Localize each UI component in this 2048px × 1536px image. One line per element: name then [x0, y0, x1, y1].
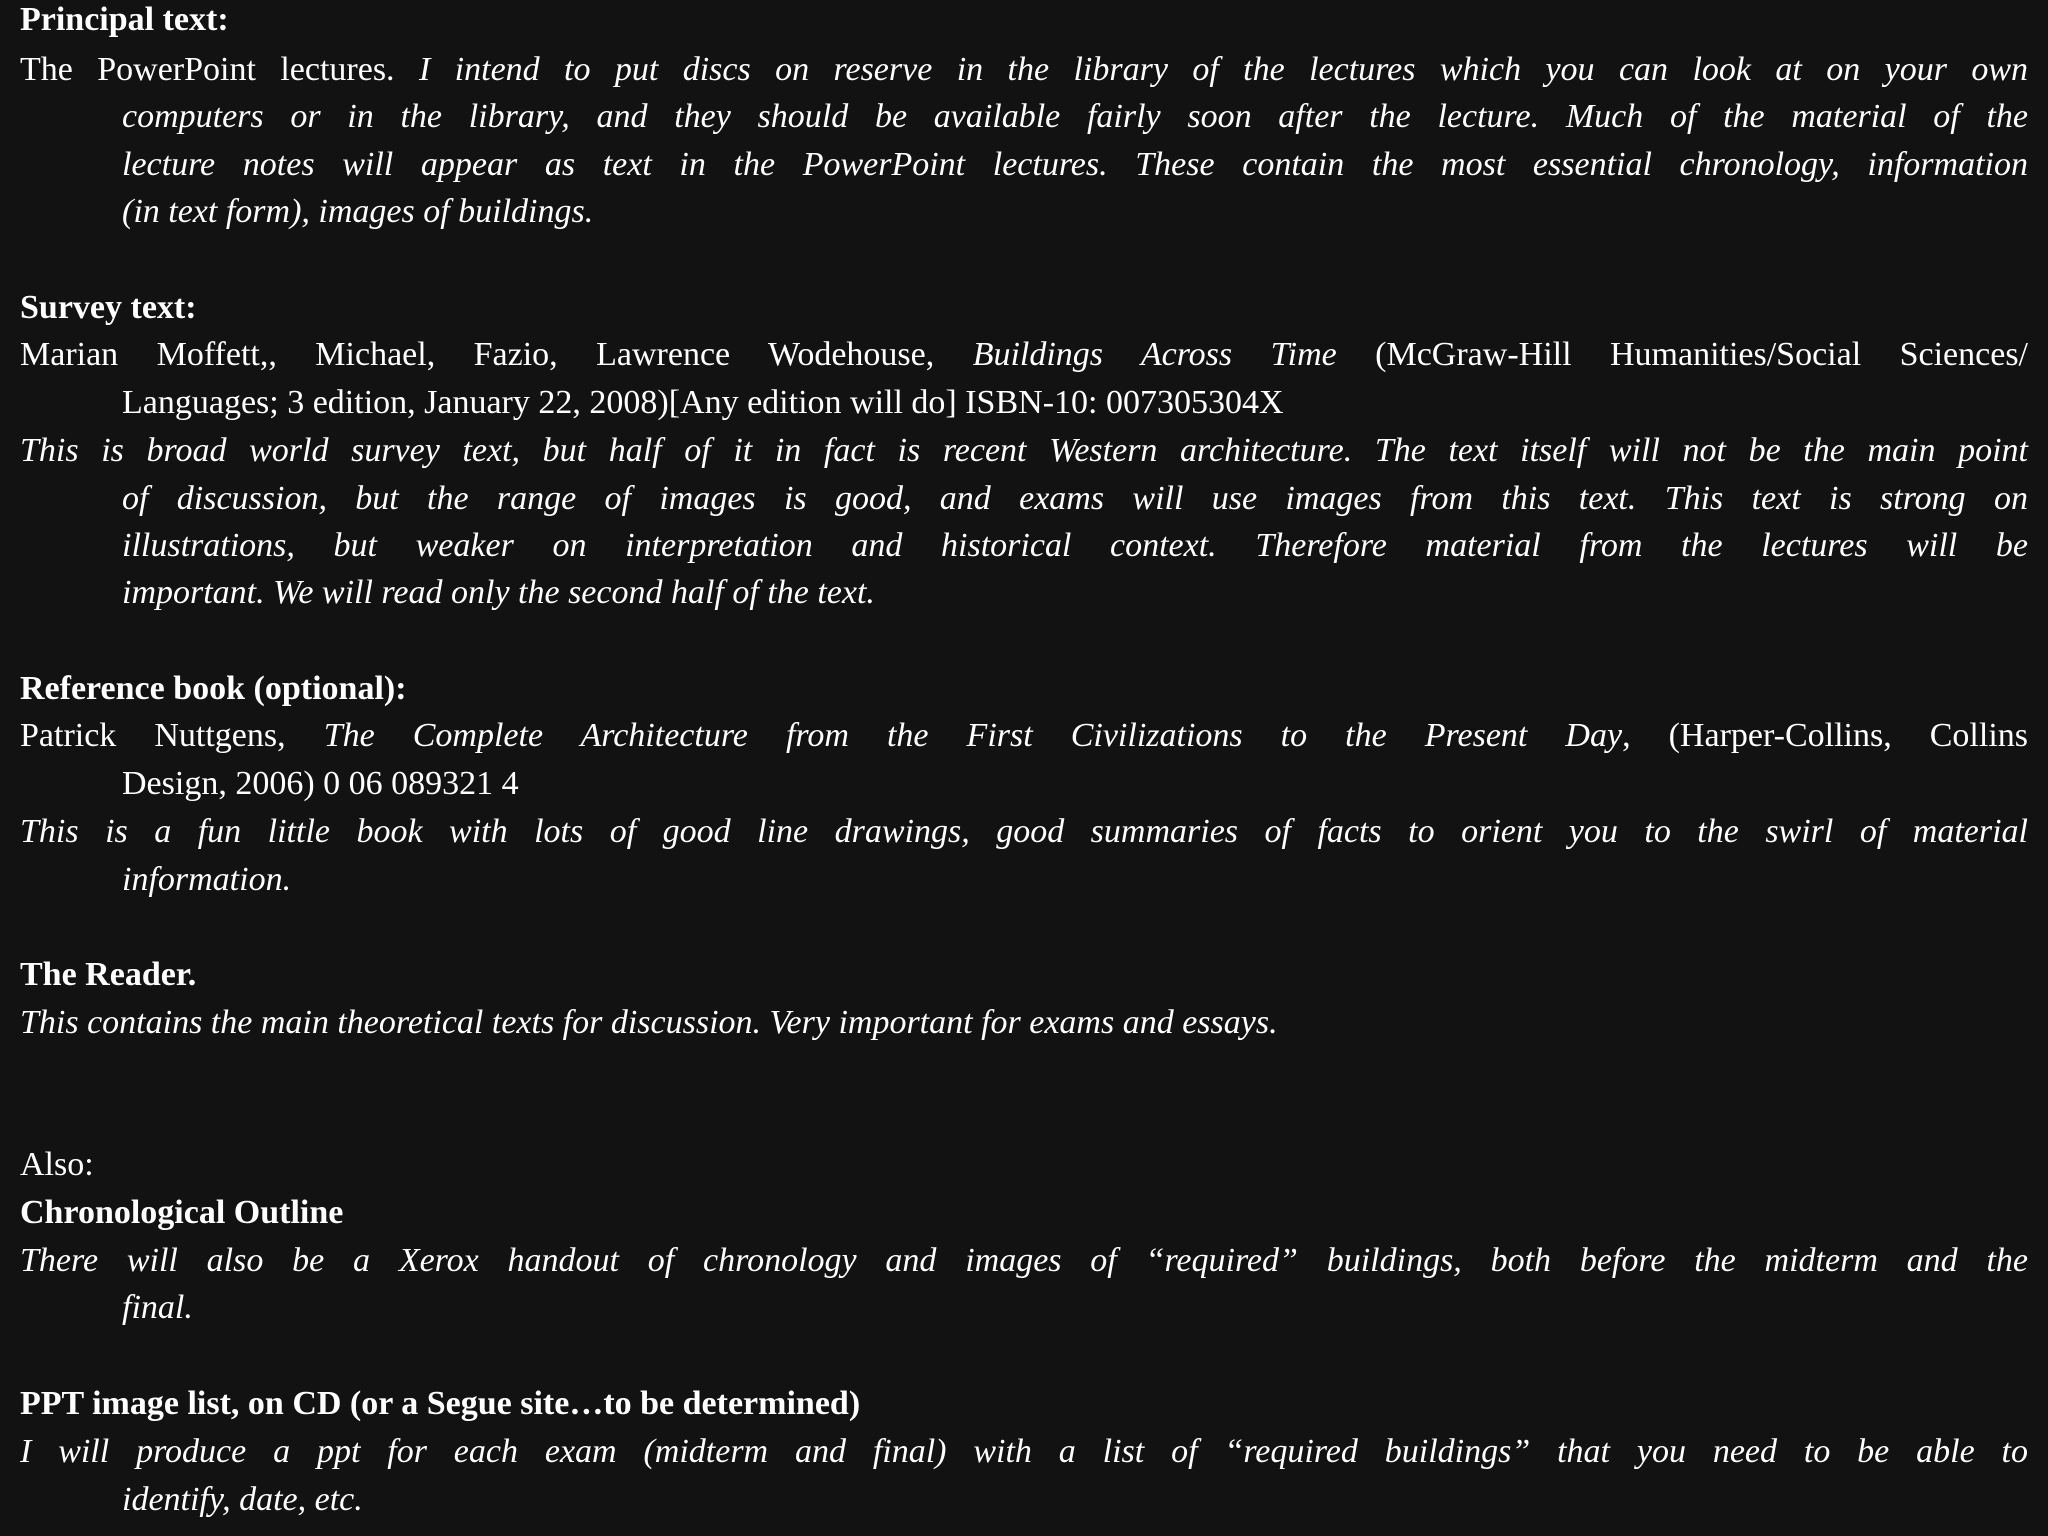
principal-line-1-italic: I intend to put discs on reserve in the library of the lectures which you can look at on your own: [418, 51, 2029, 88]
reference-book-title: The Complete Architecture from the First Civilizations to the Present Day: [323, 717, 1623, 754]
reference-note-line-2: information.: [122, 861, 292, 898]
chronology-note-line-2: final.: [122, 1289, 193, 1326]
reference-citation-line-2: Design, 2006) 0 06 089321 4: [122, 765, 519, 802]
survey-authors: Marian Moffett,, Michael, Fazio, Lawrence Wodehouse,: [20, 336, 973, 373]
reference-citation-line-1: [20, 712, 2028, 760]
reference-heading: Reference book (optional):: [20, 670, 407, 707]
reader-heading: The Reader.: [20, 956, 197, 993]
also-label: Also:: [20, 1146, 94, 1183]
survey-note-line-4: important. We will read only the second half of the text.: [122, 574, 875, 611]
survey-book-title: Buildings Across Time: [972, 336, 1337, 373]
principal-line-4: (in text form), images of buildings.: [122, 193, 594, 230]
survey-note-line-3: illustrations, but weaker on interpretation and historical context. Therefore material from the lectures will be: [122, 527, 2028, 564]
reference-publisher: , (Harper-Collins, Collins: [1622, 717, 2029, 754]
survey-publisher: (McGraw-Hill Humanities/Social Sciences/: [1336, 336, 2028, 373]
survey-heading: Survey text:: [20, 289, 197, 326]
reader-note-line-1: This contains the main theoretical texts for discussion. Very important for exams and essays.: [20, 1004, 1278, 1041]
survey-citation-line-1: [20, 331, 2028, 379]
ppt-note-line-2: identify, date, etc.: [122, 1481, 363, 1518]
ppt-heading: PPT image list, on CD (or a Segue site…to be determined): [20, 1385, 861, 1422]
principal-line-3: lecture notes will appear as text in the PowerPoint lectures. These contain the most essential chronology, information: [122, 146, 2028, 183]
chronology-heading: Chronological Outline: [20, 1194, 344, 1231]
chronology-note-line-1: There will also be a Xerox handout of chronology and images of “required” buildings, both before the midterm and the: [20, 1242, 2028, 1279]
survey-note-line-1: This is broad world survey text, but half of it in fact is recent Western architecture. The text itself will not be the main point: [20, 432, 2028, 469]
survey-note-line-2: of discussion, but the range of images is good, and exams will use images from this text. This text is strong on: [122, 480, 2028, 517]
principal-heading: Principal text:: [20, 1, 229, 38]
reference-author: Patrick Nuttgens,: [20, 717, 324, 754]
reference-note-line-1: This is a fun little book with lots of good line drawings, good summaries of facts to orient you to the swirl of material: [20, 813, 2028, 850]
ppt-note-line-1: I will produce a ppt for each exam (midterm and final) with a list of “required buildings” that you need to be able to: [20, 1433, 2028, 1470]
principal-line-1: [20, 46, 2028, 94]
principal-line-2: computers or in the library, and they should be available fairly soon after the lecture. Much of the material of the: [122, 98, 2028, 135]
survey-citation-line-2: Languages; 3 edition, January 22, 2008)[Any edition will do] ISBN-10: 007305304X: [122, 384, 1284, 421]
principal-line-1-roman: The PowerPoint lectures.: [20, 51, 419, 88]
